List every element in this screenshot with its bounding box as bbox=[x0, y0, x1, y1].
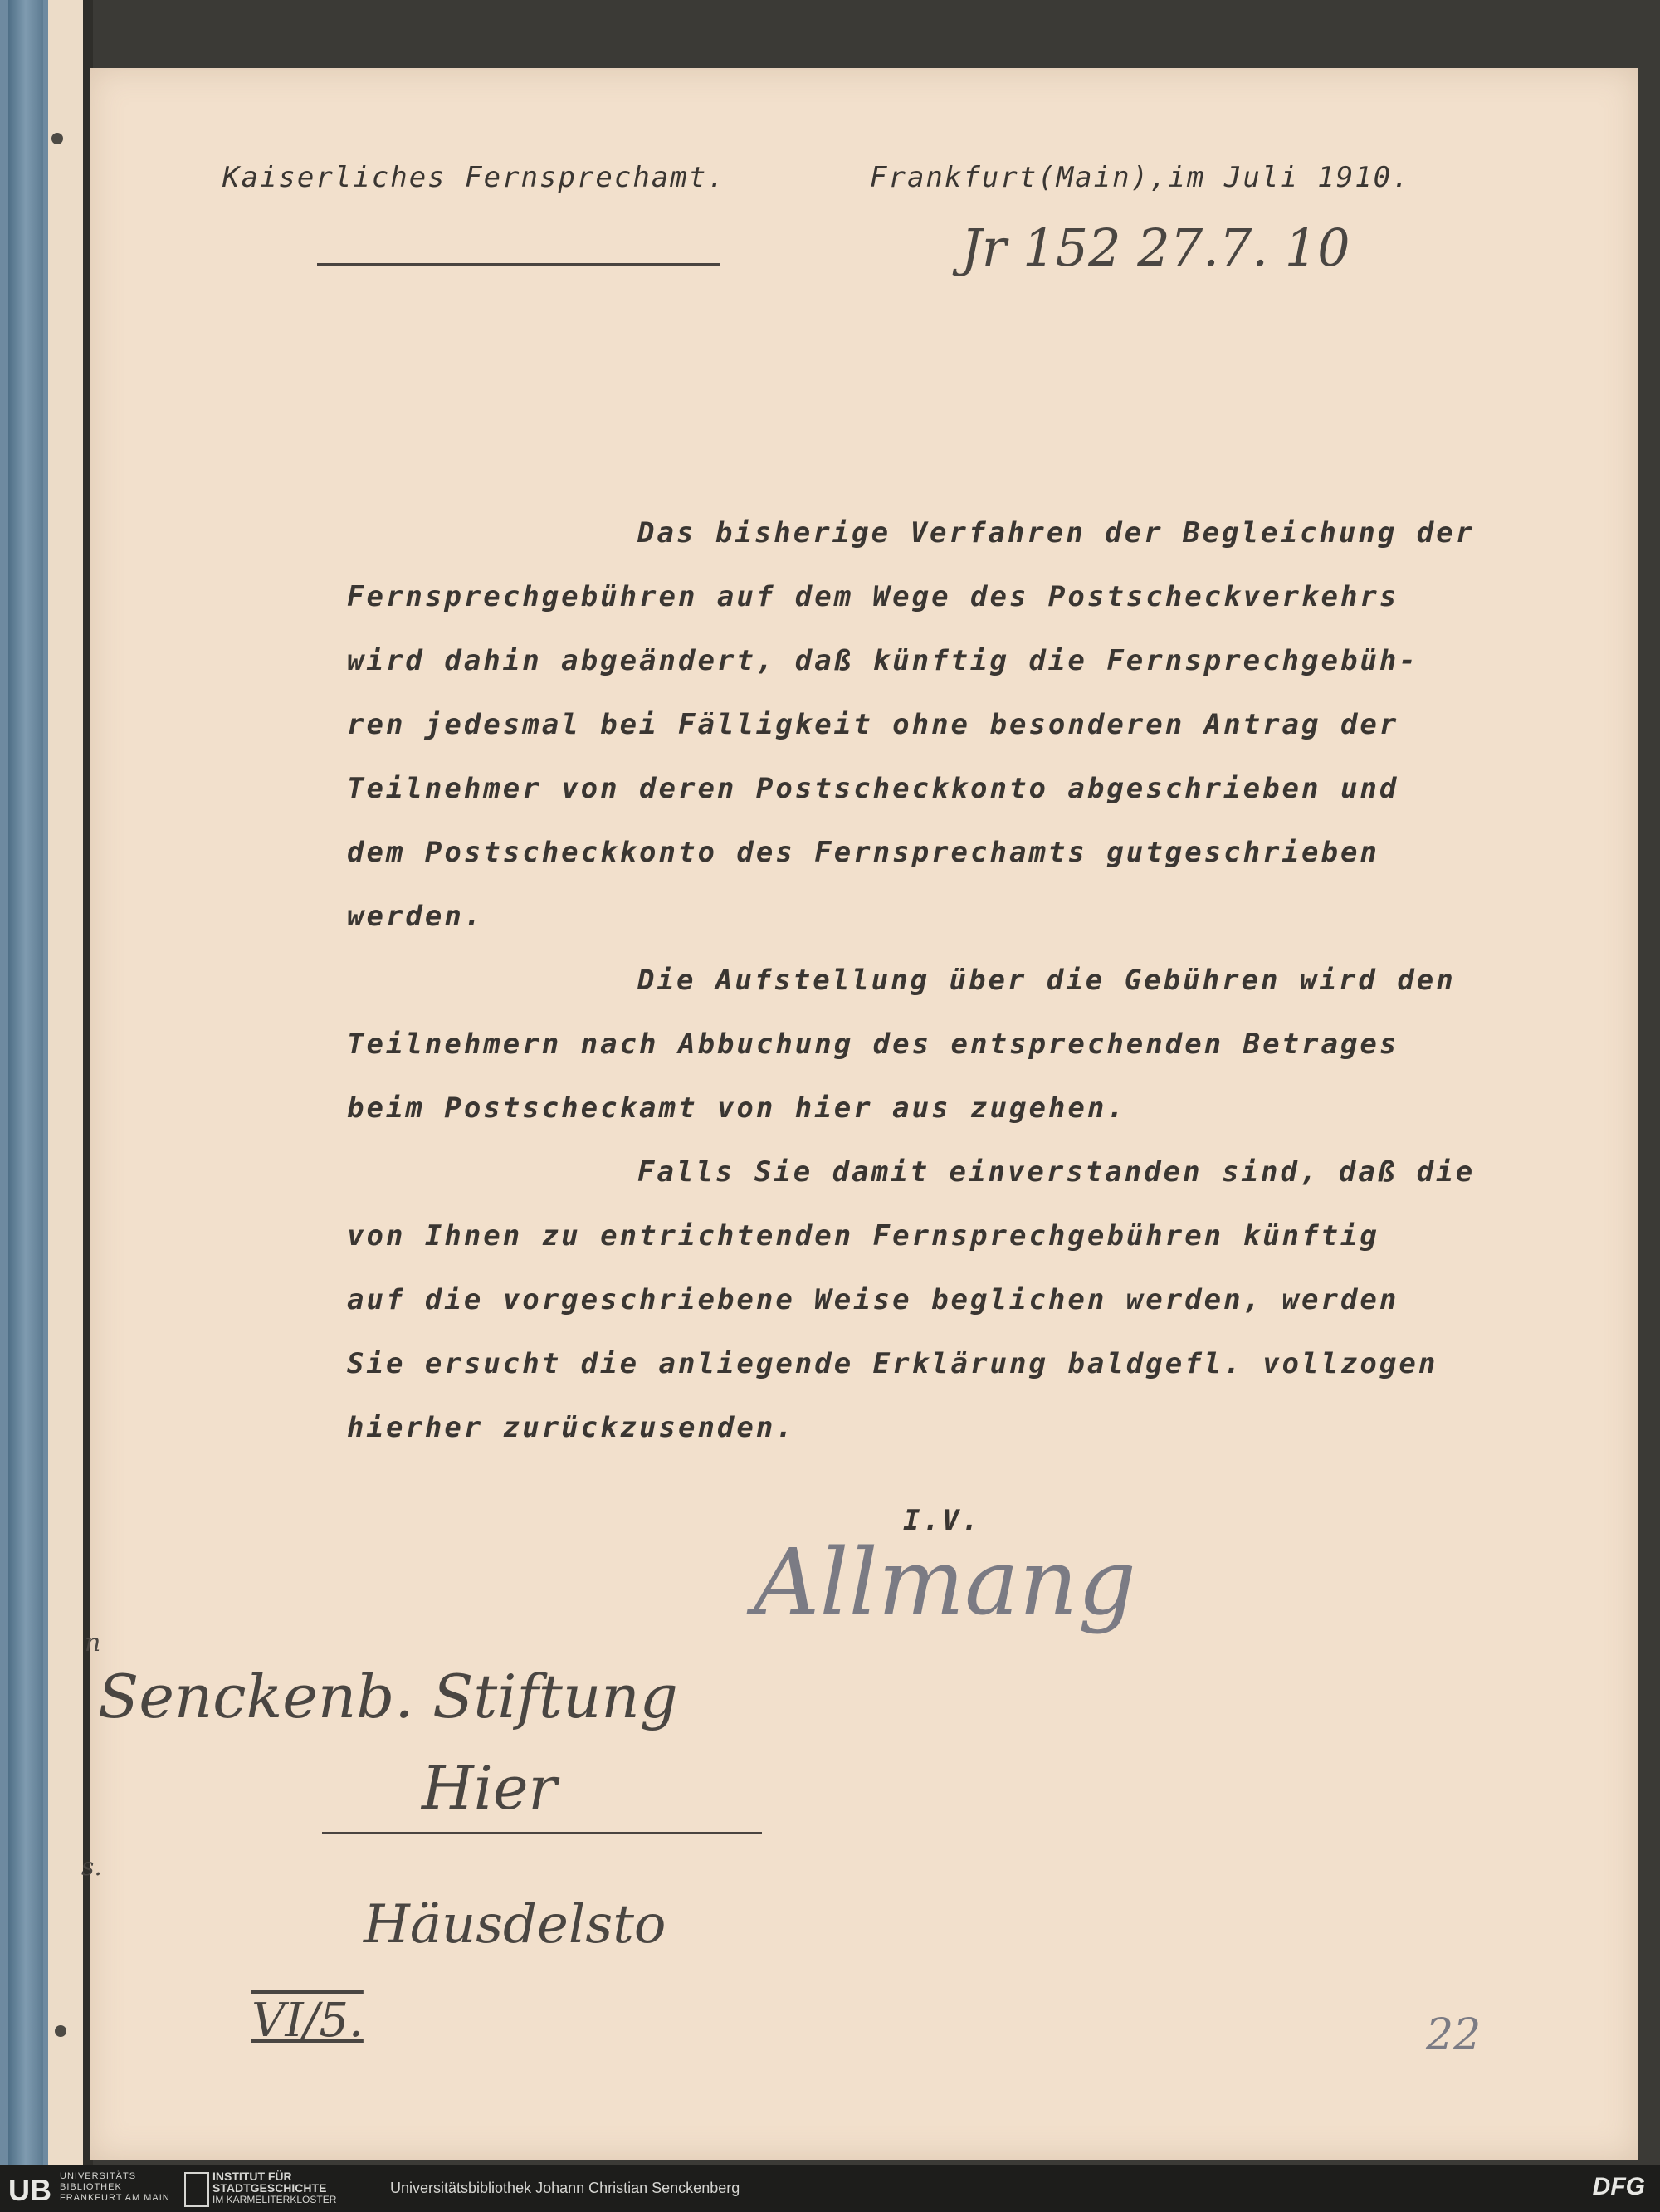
addressee-name: Senckenb. Stiftung bbox=[98, 1662, 678, 1731]
place-date: Frankfurt(Main),im Juli 1910. bbox=[870, 161, 1411, 194]
binder-cover-strip bbox=[8, 0, 43, 2165]
body-line: Teilnehmer von deren Postscheckkonto abgeschrieben und bbox=[347, 772, 1399, 805]
margin-mark-n: n bbox=[85, 1628, 101, 1658]
addressee-location: Hier bbox=[422, 1753, 557, 1823]
ub-text-line: FRANKFURT AM MAIN bbox=[60, 2193, 170, 2203]
institute-text-line: STADTGESCHICHTE bbox=[212, 2181, 327, 2195]
ub-text-line: BIBLIOTHEK bbox=[60, 2182, 122, 2192]
institute-text-line: INSTITUT FÜR bbox=[212, 2170, 292, 2183]
body-line: beim Postscheckamt von hier aus zugehen. bbox=[347, 1091, 1126, 1125]
ub-text-line: UNIVERSITÄTS bbox=[60, 2171, 137, 2181]
margin-mark-s: s. bbox=[81, 1853, 102, 1882]
sender-heading: Kaiserliches Fernsprechamt. bbox=[222, 161, 726, 194]
addressee-street: Häusdelsto bbox=[364, 1894, 666, 1956]
binding-hole bbox=[55, 2025, 66, 2037]
body-line: Fernsprechgebühren auf dem Wege des Postscheckverkehrs bbox=[347, 580, 1399, 613]
signature-prefix: I.V. bbox=[903, 1504, 981, 1537]
body-line: von Ihnen zu entrichtenden Fernsprechgebühren künftig bbox=[347, 1219, 1379, 1252]
body-line: auf die vorgeschriebene Weise beglichen werden, werden bbox=[347, 1283, 1399, 1316]
sender-underline bbox=[317, 263, 720, 266]
dfg-logo: DFG bbox=[1592, 2173, 1645, 2200]
address-underline bbox=[322, 1832, 762, 1834]
body-line: Sie ersucht die anliegende Erklärung baldgefl. vollzogen bbox=[347, 1347, 1438, 1380]
library-name: Universitätsbibliothek Johann Christian Senckenberg bbox=[390, 2180, 740, 2196]
file-mark: VI/5. bbox=[251, 1994, 364, 2048]
institute-logo-text bbox=[212, 2171, 336, 2205]
body-line: ren jedesmal bei Fälligkeit ohne besonderen Antrag der bbox=[347, 708, 1399, 741]
body-line: wird dahin abgeändert, daß künftig die Fernsprechgebüh- bbox=[347, 644, 1418, 677]
body-line: werden. bbox=[347, 900, 484, 933]
body-line: hierher zurückzusenden. bbox=[347, 1411, 795, 1444]
ub-logo-text bbox=[60, 2171, 170, 2204]
body-line: Falls Sie damit einverstanden sind, daß die bbox=[637, 1155, 1476, 1189]
ub-logo: UB bbox=[8, 2173, 51, 2207]
signature: Allmang bbox=[754, 1529, 1136, 1635]
body-line: Die Aufstellung über die Gebühren wird den bbox=[637, 964, 1456, 997]
body-line: Teilnehmern nach Abbuchung des entsprechenden Betrages bbox=[347, 1028, 1399, 1061]
archive-footer bbox=[0, 2165, 1660, 2212]
institute-logo-icon bbox=[184, 2172, 209, 2207]
binding-hole bbox=[51, 133, 63, 144]
page-number: 22 bbox=[1426, 2010, 1482, 2060]
handwritten-reference: Jr 152 27.7. 10 bbox=[961, 217, 1350, 278]
letter-page bbox=[81, 68, 1638, 2160]
body-line: dem Postscheckkonto des Fernsprechamts gutgeschrieben bbox=[347, 836, 1379, 869]
body-line: Das bisherige Verfahren der Begleichung der bbox=[637, 516, 1476, 549]
institute-text-line: IM KARMELITERKLOSTER bbox=[212, 2194, 337, 2205]
